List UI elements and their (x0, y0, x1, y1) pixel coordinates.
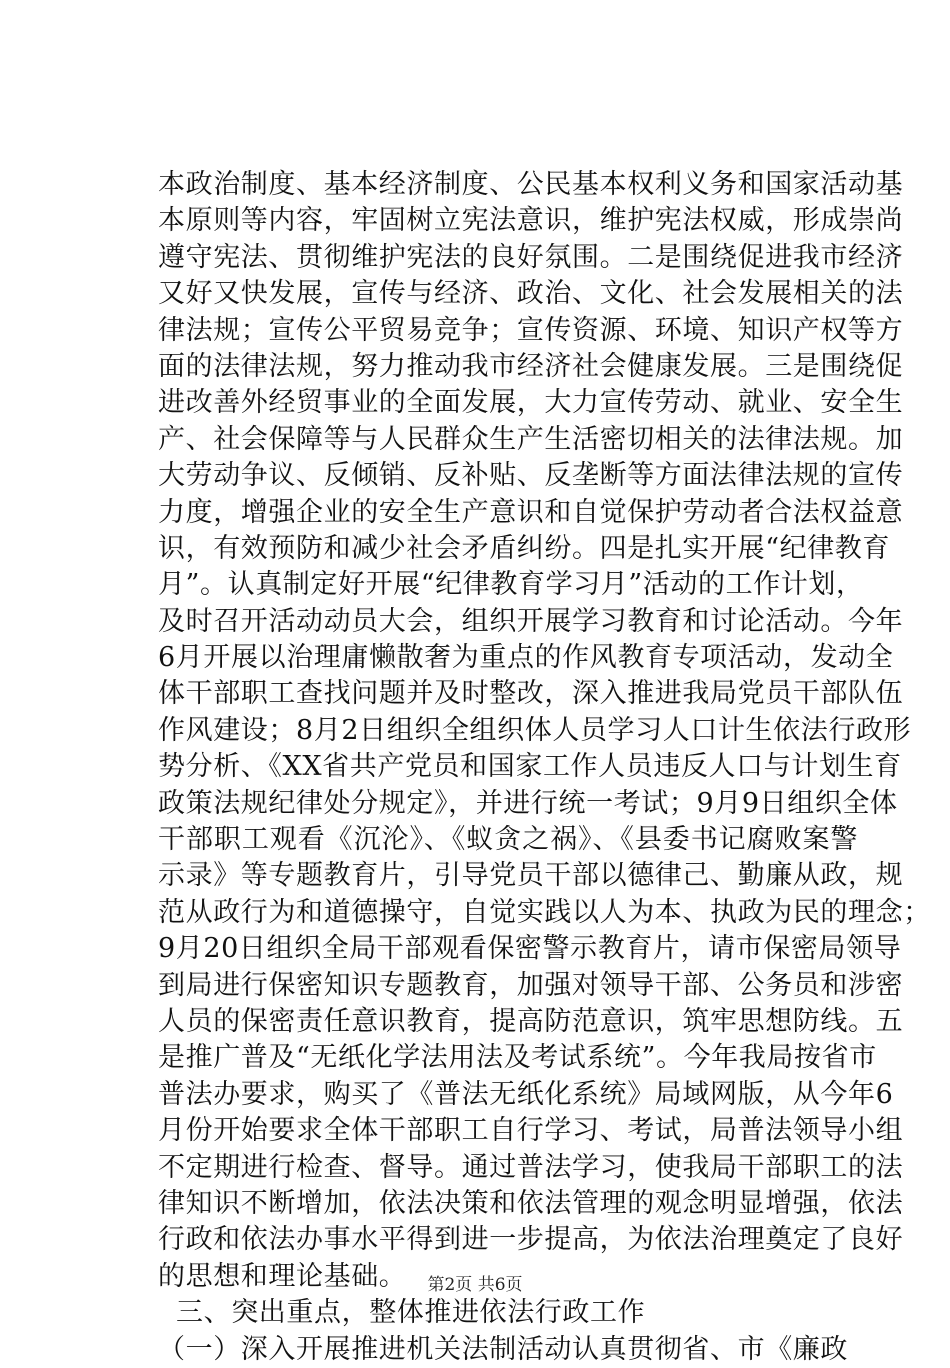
text-line: 政策法规纪律处分规定》，并进行统一考试；9月9日组织全体 (158, 787, 898, 819)
text-line: 大劳动争议、反倾销、反补贴、反垄断等方面法律法规的宣传 (158, 460, 904, 492)
section-heading: 三、突出重点，整体推进依法行政工作 (176, 1297, 646, 1329)
text-line: 是推广普及“无纸化学法用法及考试系统”。今年我局按省市 (158, 1042, 877, 1074)
text-line: 本原则等内容，牢固树立宪法意识，维护宪法权威，形成崇尚 (158, 205, 904, 237)
text-line: 产、社会保障等与人民群众生产生活密切相关的法律法规。加 (158, 423, 904, 455)
text-line: 面的法律法规，努力推动我市经济社会健康发展。三是围绕促 (158, 350, 904, 382)
text-line: 不定期进行检查、督导。通过普法学习，使我局干部职工的法 (158, 1151, 904, 1183)
text-line: 本政治制度、基本经济制度、公民基本权利义务和国家活动基 (158, 169, 904, 200)
body-text (158, 167, 931, 1368)
text-line: 及时召开活动动员大会，组织开展学习教育和讨论活动。今年 (158, 605, 904, 637)
text-line: 月份开始要求全体干部职工自行学习、考试，局普法领导小组 (158, 1115, 904, 1147)
text-line: 示录》等专题教育片，引导党员干部以德律己、勤廉从政，规 (158, 860, 904, 892)
text-line: 势分析、《XX省共产党员和国家工作人员违反人口与计划生育 (158, 751, 902, 783)
text-line: 识，有效预防和减少社会矛盾纠纷。四是扎实开展“纪律教育 (158, 532, 891, 564)
text-line: 人员的保密责任意识教育，提高防范意识，筑牢思想防线。五 (158, 1005, 904, 1037)
text-line: 干部职工观看《沉沦》、《蚁贪之祸》、《县委书记腐败案警 (158, 824, 858, 856)
text-line: 月”。认真制定好开展“纪律教育学习月”活动的工作计划， (158, 569, 864, 601)
text-line: 遵守宪法、贯彻维护宪法的良好氛围。二是围绕促进我市经济 (158, 241, 904, 273)
text-line: 到局进行保密知识专题教育，加强对领导干部、公务员和涉密 (158, 969, 904, 1001)
text-line: 6月开展以治理庸懒散奢为重点的作风教育专项活动，发动全 (158, 642, 894, 674)
text-line: 律知识不断增加，依法决策和依法管理的观念明显增强，依法 (158, 1187, 904, 1219)
text-line: 9月20日组织全局干部观看保密警示教育片，请市保密局领导 (158, 933, 902, 965)
page-footer: 第2页 共6页 (427, 1275, 523, 1295)
text-line: 普法办要求，购买了《普法无纸化系统》局域网版，从今年6 (158, 1078, 894, 1110)
text-line: 力度，增强企业的安全生产意识和自觉保护劳动者合法权益意 (158, 496, 904, 528)
text-line: 行政和依法办事水平得到进一步提高，为依法治理奠定了良好 (158, 1224, 904, 1256)
text-line: 范从政行为和道德操守，自觉实践以人为本、执政为民的理念； (158, 896, 931, 928)
text-line: 又好又快发展，宣传与经济、政治、文化、社会发展相关的法 (158, 278, 904, 310)
text-line: 进改善外经贸事业的全面发展，大力宣传劳动、就业、安全生 (158, 387, 904, 419)
text-line: 的思想和理论基础。 (158, 1260, 407, 1292)
text-line: 体干部职工查找问题并及时整改，深入推进我局党员干部队伍 (158, 678, 904, 710)
subsection-line: （一）深入开展推进机关法制活动认真贯彻省、市《廉政 (158, 1333, 848, 1365)
text-line: 律法规；宣传公平贸易竞争；宣传资源、环境、知识产权等方 (158, 314, 904, 346)
text-line: 作风建设；8月2日组织全组织体人员学习人口计生依法行政形 (158, 714, 912, 746)
